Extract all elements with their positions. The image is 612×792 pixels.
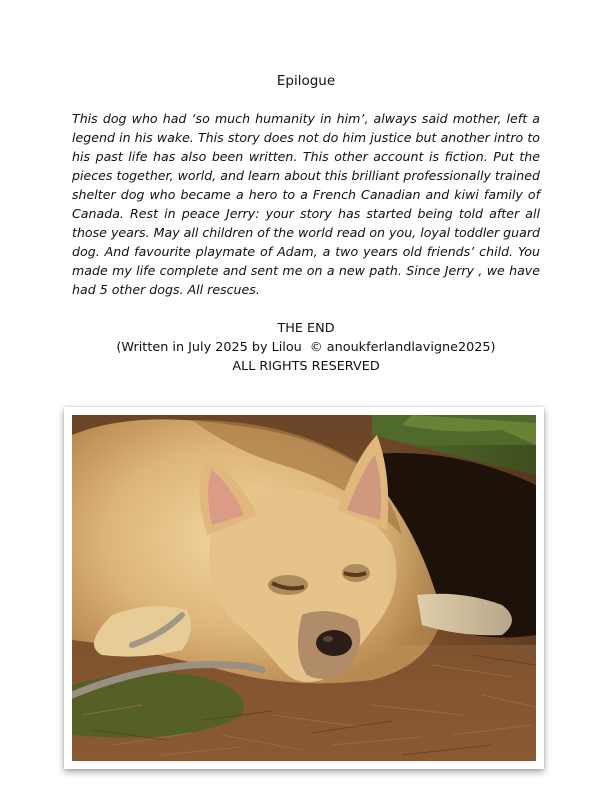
end-block bbox=[0, 319, 612, 376]
dog-photo bbox=[72, 415, 536, 761]
rights-notice: ALL RIGHTS RESERVED bbox=[232, 359, 380, 374]
photo-frame bbox=[64, 407, 544, 769]
written-credit: (Written in July 2025 by Lilou © anoukferlandlavigne2025) bbox=[116, 340, 496, 355]
epilogue-title: Epilogue bbox=[276, 73, 336, 89]
epilogue-body: This dog who had ‘so much humanity in him’, always said mother, left a legend in his wake. This story does not do him justice but another intro to his past life has also been written. This other account is fiction. Put the pieces together, world, and learn about this brilliant professionally trained shelter dog who became a hero to a French Canadian and kiwi family of Canada. Rest in peace Jerry: your story has started being told after all those years. May all children of the world read on you, loyal toddler guard dog. And favourite playmate of Adam, a two years old friends’ child. You made my life complete and sent me on a new path. Since Jerry , we have had 5 other dogs. All rescues. bbox=[72, 111, 540, 297]
the-end-label: THE END bbox=[277, 321, 335, 336]
